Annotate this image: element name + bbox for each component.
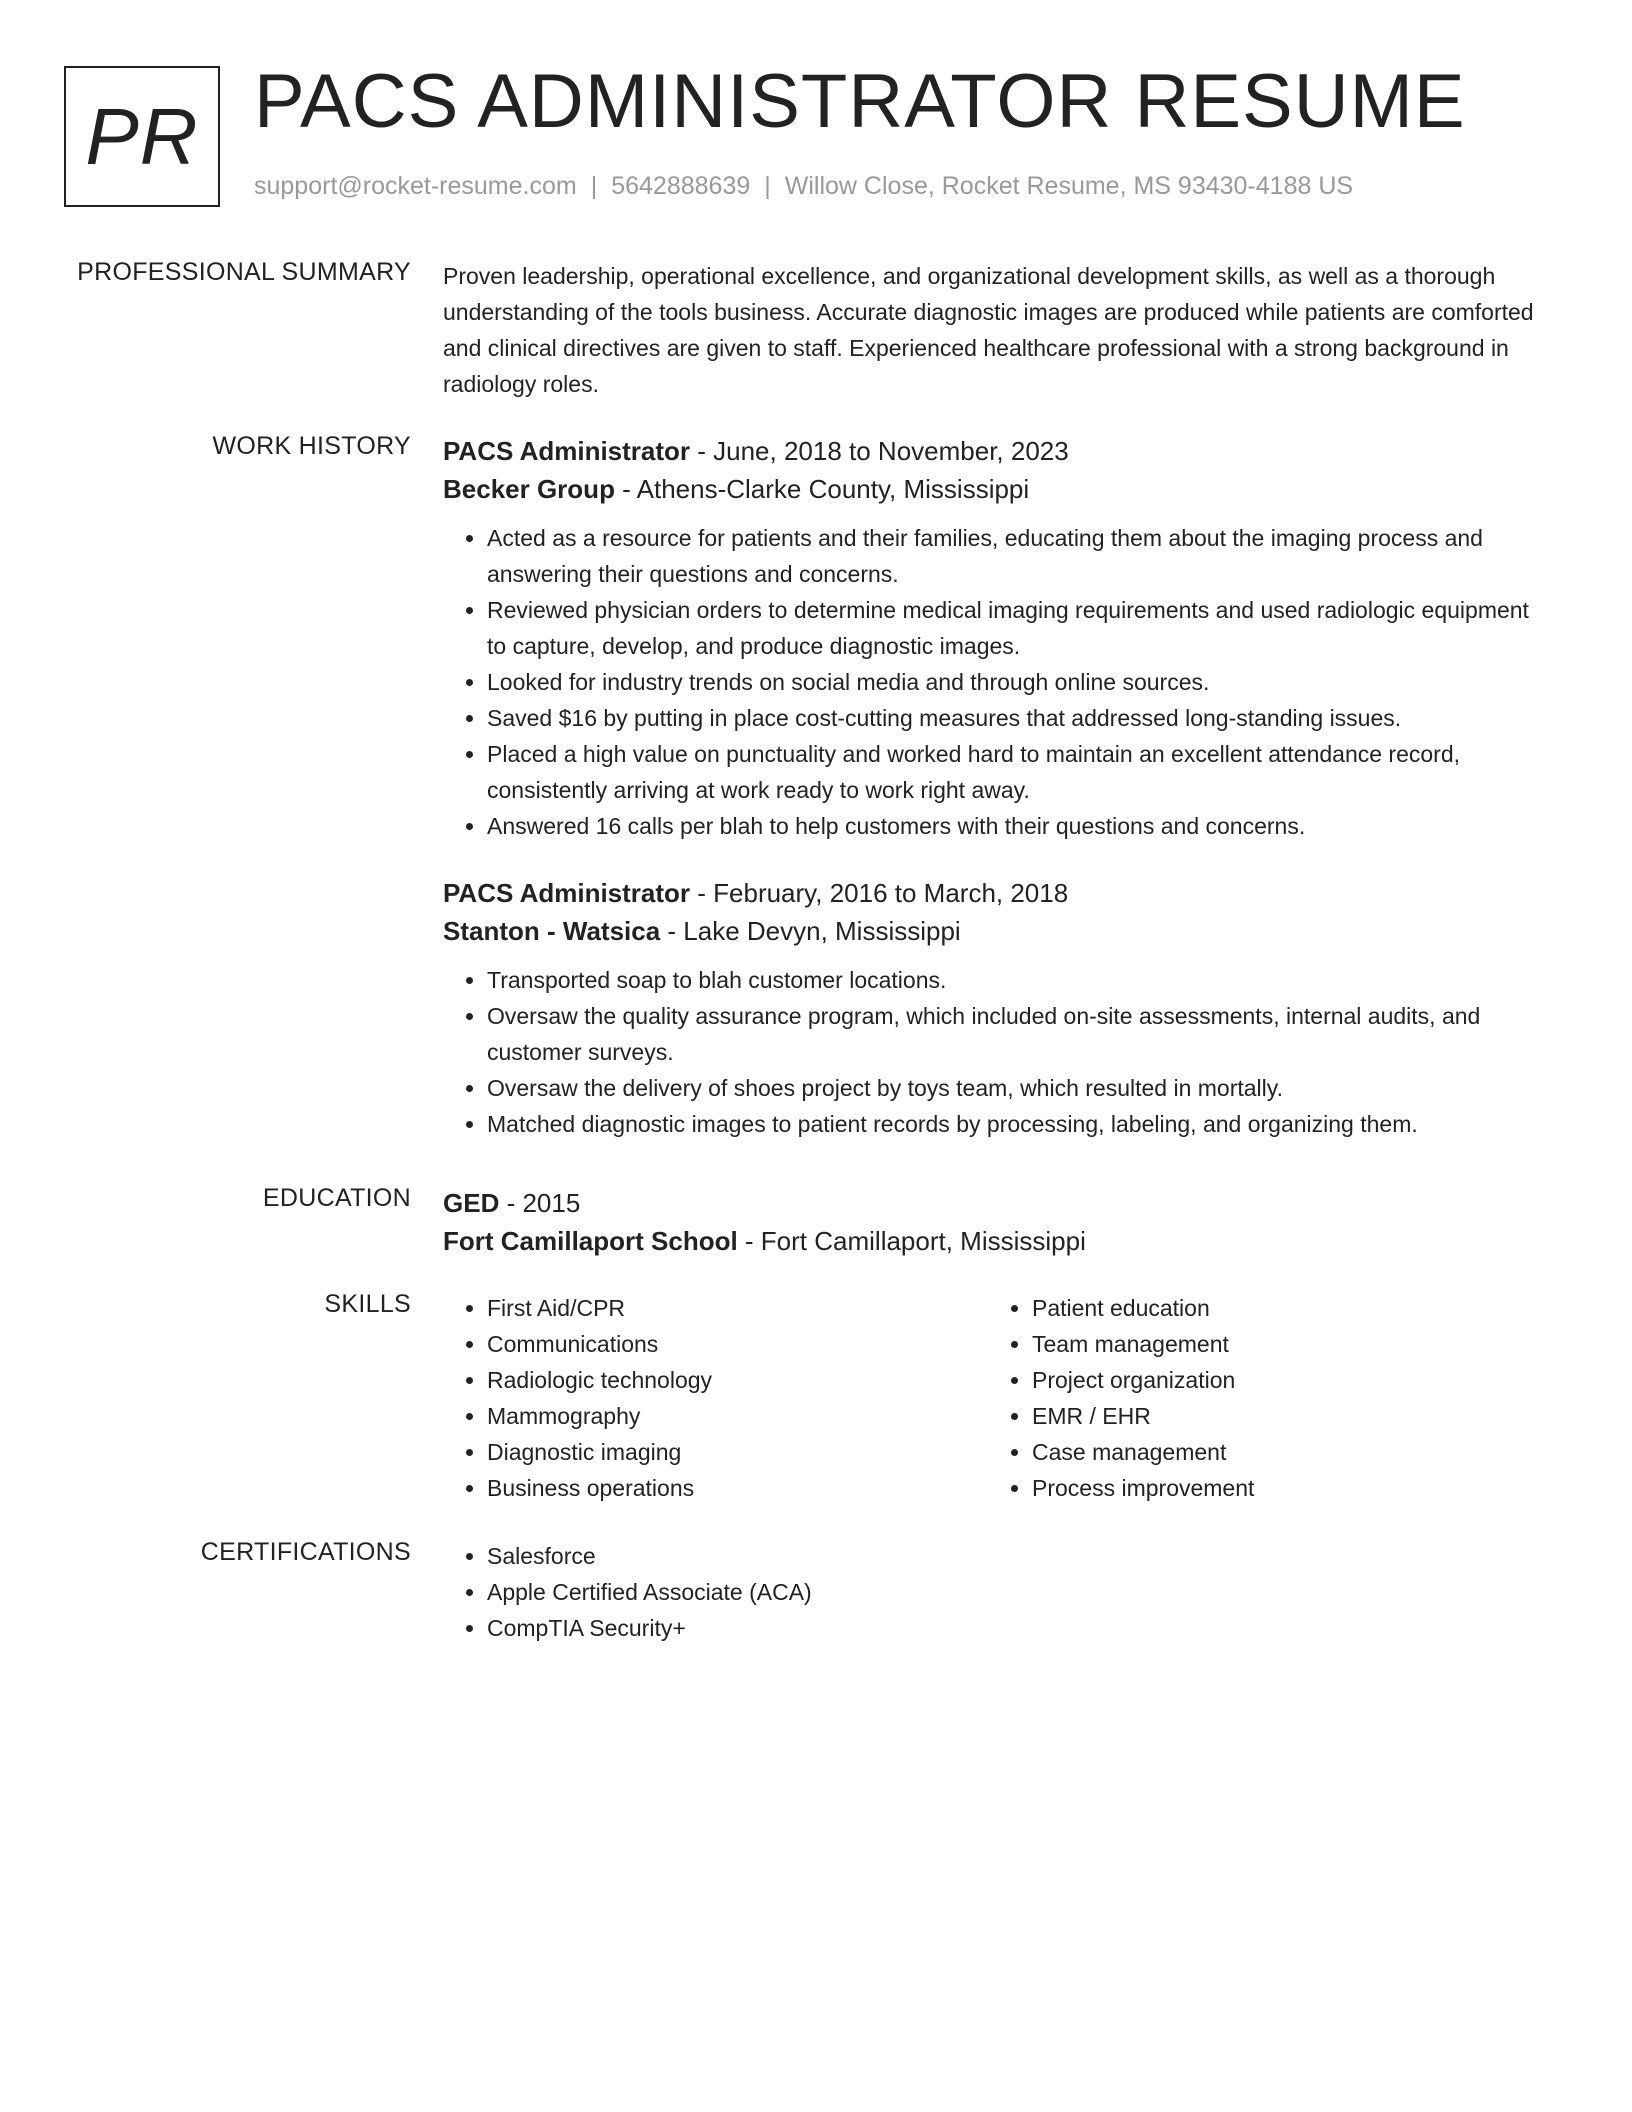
skills-column-left	[443, 1290, 988, 1506]
contact-separator: |	[590, 172, 598, 200]
section-label-skills: SKILLS	[324, 1290, 411, 1318]
section-label-education: EDUCATION	[262, 1184, 411, 1212]
contact-separator: |	[764, 172, 771, 200]
job-company-line	[443, 912, 1551, 950]
certifications-list	[443, 1538, 1551, 1646]
skills-column-right	[988, 1290, 1533, 1506]
job-entry	[443, 874, 1551, 1142]
skill-item: • Communications	[487, 1326, 988, 1362]
job-location: - Athens-Clarke County, Mississippi	[614, 474, 1030, 504]
job-company-line	[443, 470, 1551, 508]
skills-list	[988, 1290, 1533, 1506]
resume-title: PACS ADMINISTRATOR RESUME	[254, 59, 1466, 144]
education-degree-line	[443, 1184, 1551, 1222]
job-location: - Lake Devyn, Mississippi	[660, 916, 961, 946]
skill-item: • Project organization	[1032, 1362, 1533, 1398]
job-dates: - June, 2018 to November, 2023	[690, 436, 1069, 466]
certification-item: • Salesforce	[487, 1538, 1551, 1574]
certification-item: • Apple Certified Associate (ACA)	[487, 1574, 1551, 1610]
job-bullet: • Transported soap to blah customer locations.	[487, 962, 1551, 998]
section-label-certifications: CERTIFICATIONS	[200, 1538, 411, 1566]
skill-item: • Case management	[1032, 1434, 1533, 1470]
skill-item: • EMR / EHR	[1032, 1398, 1533, 1434]
job-bullet: • Reviewed physician orders to determine medical imaging requirements and used radiologic equipment to capture, develop, and produce diagnostic images.	[487, 592, 1551, 664]
job-bullet: • Oversaw the delivery of shoes project by toys team, which resulted in mortally.	[487, 1070, 1551, 1106]
section-label-work-history: WORK HISTORY	[212, 432, 411, 460]
education-year: - 2015	[499, 1188, 581, 1218]
skill-item: • Patient education	[1032, 1290, 1533, 1326]
monogram-badge	[64, 66, 220, 207]
skill-item: • Process improvement	[1032, 1470, 1533, 1506]
job-bullet: • Answered 16 calls per blah to help customers with their questions and concerns.	[487, 808, 1551, 844]
job-title: PACS Administrator	[443, 436, 691, 466]
job-bullet: • Acted as a resource for patients and their families, educating them about the imaging process and answering their questions and concerns.	[487, 520, 1551, 592]
job-title-line	[443, 874, 1551, 912]
section-label-summary: PROFESSIONAL SUMMARY	[77, 258, 411, 286]
skill-item: • Diagnostic imaging	[487, 1434, 988, 1470]
summary-text: Proven leadership, operational excellence, and organizational development skills, as well as a thorough understanding of the tools business. Accurate diagnostic images are produced while patients are comforted and clinical directives are given to staff. Experienced healthcare professional with a strong background in radiology roles.	[443, 263, 1534, 397]
contact-address: Willow Close, Rocket Resume, MS 93430-4188 US	[784, 172, 1354, 200]
education-school: Fort Camillaport School	[443, 1226, 738, 1256]
contact-phone: 5642888639	[611, 172, 751, 200]
job-title: PACS Administrator	[443, 878, 691, 908]
skill-item: • Team management	[1032, 1326, 1533, 1362]
education-location: - Fort Camillaport, Mississippi	[737, 1226, 1086, 1256]
job-bullet: • Matched diagnostic images to patient records by processing, labeling, and organizing them.	[487, 1106, 1551, 1142]
education-degree: GED	[443, 1188, 500, 1218]
skill-item: • Mammography	[487, 1398, 988, 1434]
job-bullets	[443, 962, 1551, 1142]
job-bullet: • Saved $16 by putting in place cost-cutting measures that addressed long-standing issues.	[487, 700, 1551, 736]
contact-email: support@rocket-resume.com	[254, 172, 577, 200]
job-title-line	[443, 432, 1551, 470]
job-bullet: • Looked for industry trends on social media and through online sources.	[487, 664, 1551, 700]
work-history-body	[443, 432, 1551, 1142]
job-company: Becker Group	[443, 474, 615, 504]
job-company: Stanton - Watsica	[443, 916, 661, 946]
job-entry	[443, 432, 1551, 844]
monogram-initials: PR	[85, 91, 199, 181]
skills-list	[443, 1290, 988, 1506]
certifications-body	[443, 1538, 1551, 1646]
skills-body	[443, 1290, 1551, 1506]
job-bullet: • Placed a high value on punctuality and worked hard to maintain an excellent attendance record, consistently arriving at work ready to work right away.	[487, 736, 1551, 808]
certification-item: • CompTIA Security+	[487, 1610, 1551, 1646]
job-dates: - February, 2016 to March, 2018	[690, 878, 1069, 908]
education-school-line	[443, 1222, 1551, 1260]
contact-line	[254, 172, 1353, 201]
summary-body	[443, 258, 1551, 402]
job-bullets	[443, 520, 1551, 844]
education-body	[443, 1184, 1551, 1260]
job-bullet: • Oversaw the quality assurance program, which included on-site assessments, internal audits, and customer surveys.	[487, 998, 1551, 1070]
skill-item: • Radiologic technology	[487, 1362, 988, 1398]
skill-item: • First Aid/CPR	[487, 1290, 988, 1326]
skill-item: • Business operations	[487, 1470, 988, 1506]
